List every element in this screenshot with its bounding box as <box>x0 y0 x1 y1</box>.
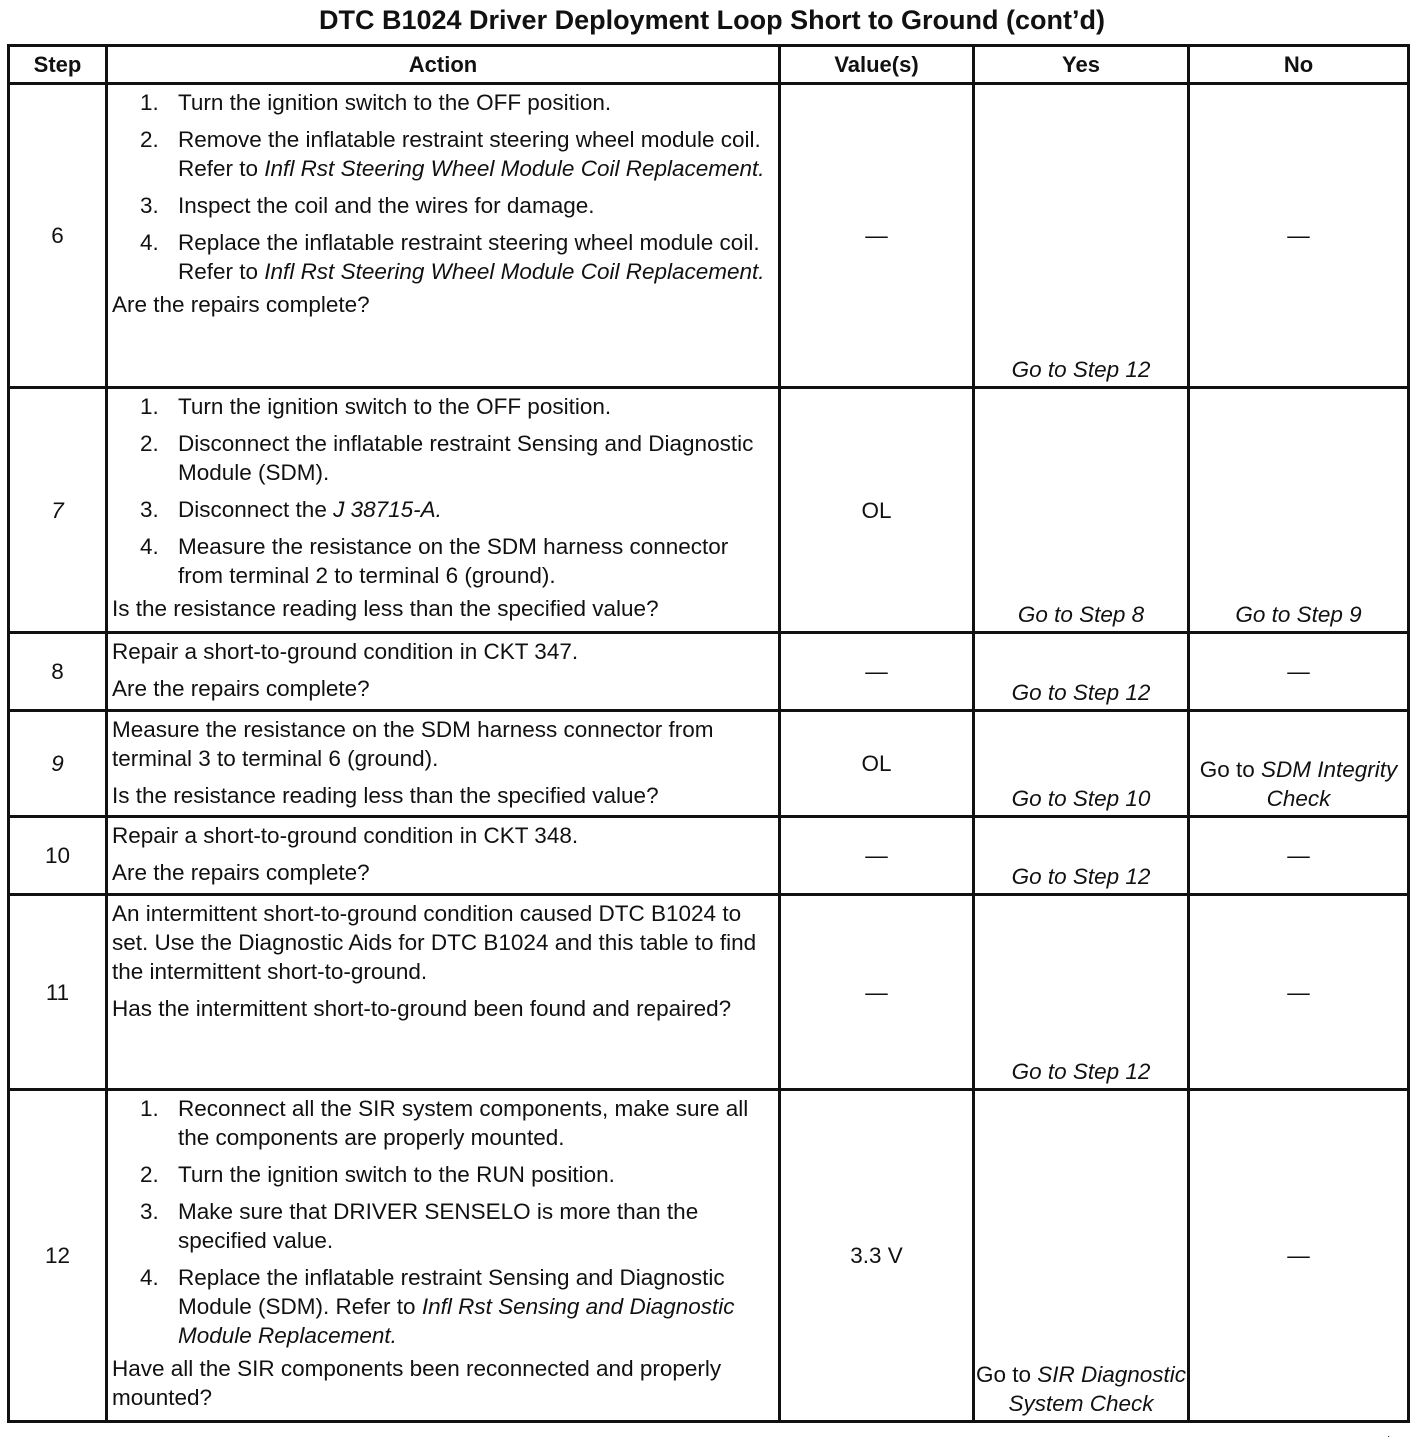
no-cell: — <box>1189 84 1409 388</box>
procedure-reference: Infl Rst Sensing and Diagnostic Module Replacement. <box>178 1294 735 1348</box>
action-step: 3. Inspect the coil and the wires for damage. <box>140 193 595 218</box>
action-step: 2. Remove the inflatable restraint steering wheel module coil. Refer to Infl Rst Steering Wheel Module Coil Replacement. <box>140 127 765 181</box>
table-row-step-8 <box>9 633 1409 711</box>
action-question: Is the resistance reading less than the specified value? <box>112 783 659 808</box>
yes-goto: Go to Step 12 <box>1011 864 1151 889</box>
action-step: 4. Measure the resistance on the SDM harness connector from terminal 2 to terminal 6 (ground). <box>140 534 729 588</box>
procedure-reference: SIR Diagnostic System Check <box>1008 1362 1187 1416</box>
action-steps <box>112 1094 772 1350</box>
table-row-step-12 <box>9 1090 1409 1422</box>
header-action: Action <box>107 46 780 84</box>
action-cell <box>107 1090 780 1422</box>
action-question: Is the resistance reading less than the specified value? <box>112 596 659 621</box>
footer-mark: . <box>1387 1429 1390 1440</box>
value-cell: OL <box>780 388 974 633</box>
no-cell: — <box>1189 633 1409 711</box>
no-cell <box>1189 711 1409 817</box>
table-row-step-7 <box>9 388 1409 633</box>
action-text: An intermittent short-to-ground condition caused DTC B1024 to set. Use the Diagnostic Aids for DTC B1024 and this table to find the intermittent short-to-ground. <box>112 901 757 984</box>
value-cell: — <box>780 895 974 1090</box>
header-step: Step <box>9 46 107 84</box>
action-step: 1. Turn the ignition switch to the OFF position. <box>140 90 612 115</box>
header-row <box>9 46 1409 84</box>
yes-cell <box>974 633 1189 711</box>
action-cell <box>107 711 780 817</box>
yes-cell <box>974 84 1189 388</box>
value-cell: — <box>780 817 974 895</box>
step-number: 7 <box>9 388 107 633</box>
table-row-step-9 <box>9 711 1409 817</box>
procedure-reference: Infl Rst Steering Wheel Module Coil Replacement. <box>264 156 765 181</box>
procedure-reference: SDM Integrity Check <box>1261 757 1398 811</box>
step-number: 9 <box>9 711 107 817</box>
action-step: 2. Turn the ignition switch to the RUN position. <box>140 1162 615 1187</box>
yes-cell <box>974 388 1189 633</box>
diagnostic-table <box>7 44 1410 1423</box>
yes-cell <box>974 817 1189 895</box>
yes-goto: Go to SIR Diagnostic System Check <box>975 1362 1187 1416</box>
value-cell: — <box>780 84 974 388</box>
step-number: 12 <box>9 1090 107 1422</box>
action-text: Repair a short-to-ground condition in CKT 348. <box>112 823 579 848</box>
action-text: Measure the resistance on the SDM harness connector from terminal 3 to terminal 6 (ground). <box>112 717 714 771</box>
yes-cell <box>974 1090 1189 1422</box>
step-number: 6 <box>9 84 107 388</box>
action-cell <box>107 633 780 711</box>
no-cell: — <box>1189 1090 1409 1422</box>
yes-cell <box>974 895 1189 1090</box>
no-goto: Go to Step 9 <box>1235 602 1362 627</box>
action-text: Repair a short-to-ground condition in CKT 347. <box>112 639 579 664</box>
header-yes: Yes <box>974 46 1189 84</box>
yes-goto: Go to Step 12 <box>1011 357 1151 382</box>
action-question: Are the repairs complete? <box>112 292 370 317</box>
step-number: 8 <box>9 633 107 711</box>
table-row-step-10 <box>9 817 1409 895</box>
yes-goto: Go to Step 10 <box>1011 786 1151 811</box>
tool-reference: J 38715-A. <box>333 497 442 522</box>
no-cell <box>1189 388 1409 633</box>
table-row-step-6 <box>9 84 1409 388</box>
value-cell: OL <box>780 711 974 817</box>
step-number: 10 <box>9 817 107 895</box>
procedure-reference: Infl Rst Steering Wheel Module Coil Replacement. <box>264 259 765 284</box>
action-question: Are the repairs complete? <box>112 676 370 701</box>
action-cell <box>107 817 780 895</box>
value-cell: 3.3 V <box>780 1090 974 1422</box>
action-step: 3. Make sure that DRIVER SENSELO is more than the specified value. <box>140 1199 699 1253</box>
action-cell <box>107 84 780 388</box>
yes-goto: Go to Step 12 <box>1011 680 1151 705</box>
header-no: No <box>1189 46 1409 84</box>
action-steps <box>112 88 772 286</box>
step-number: 11 <box>9 895 107 1090</box>
header-values: Value(s) <box>780 46 974 84</box>
action-question: Are the repairs complete? <box>112 860 370 885</box>
no-cell: — <box>1189 895 1409 1090</box>
no-cell: — <box>1189 817 1409 895</box>
action-step: 1. Reconnect all the SIR system components, make sure all the components are properly mounted. <box>140 1096 749 1150</box>
yes-goto: Go to Step 12 <box>1011 1059 1151 1084</box>
action-question: Have all the SIR components been reconnected and properly mounted? <box>112 1356 722 1410</box>
action-step: 3. Disconnect the J 38715-A. <box>140 497 442 522</box>
table-row-step-11 <box>9 895 1409 1090</box>
action-step: 2. Disconnect the inflatable restraint Sensing and Diagnostic Module (SDM). <box>140 431 754 485</box>
value-cell: — <box>780 633 974 711</box>
action-cell <box>107 388 780 633</box>
no-goto: Go to SDM Integrity Check <box>1199 757 1398 811</box>
page-title: DTC B1024 Driver Deployment Loop Short to Ground (cont’d) <box>318 5 1106 35</box>
action-step: 1. Turn the ignition switch to the OFF position. <box>140 394 612 419</box>
action-step: 4. Replace the inflatable restraint steering wheel module coil. Refer to Infl Rst Steering Wheel Module Coil Replacement. <box>140 230 765 284</box>
yes-goto: Go to Step 8 <box>1017 602 1145 627</box>
action-steps <box>112 392 772 590</box>
yes-cell <box>974 711 1189 817</box>
action-step: 4. Replace the inflatable restraint Sensing and Diagnostic Module (SDM). Refer to Infl Rst Sensing and Diagnostic Module Replacement. <box>140 1265 735 1348</box>
action-cell <box>107 895 780 1090</box>
action-question: Has the intermittent short-to-ground been found and repaired? <box>112 996 732 1021</box>
